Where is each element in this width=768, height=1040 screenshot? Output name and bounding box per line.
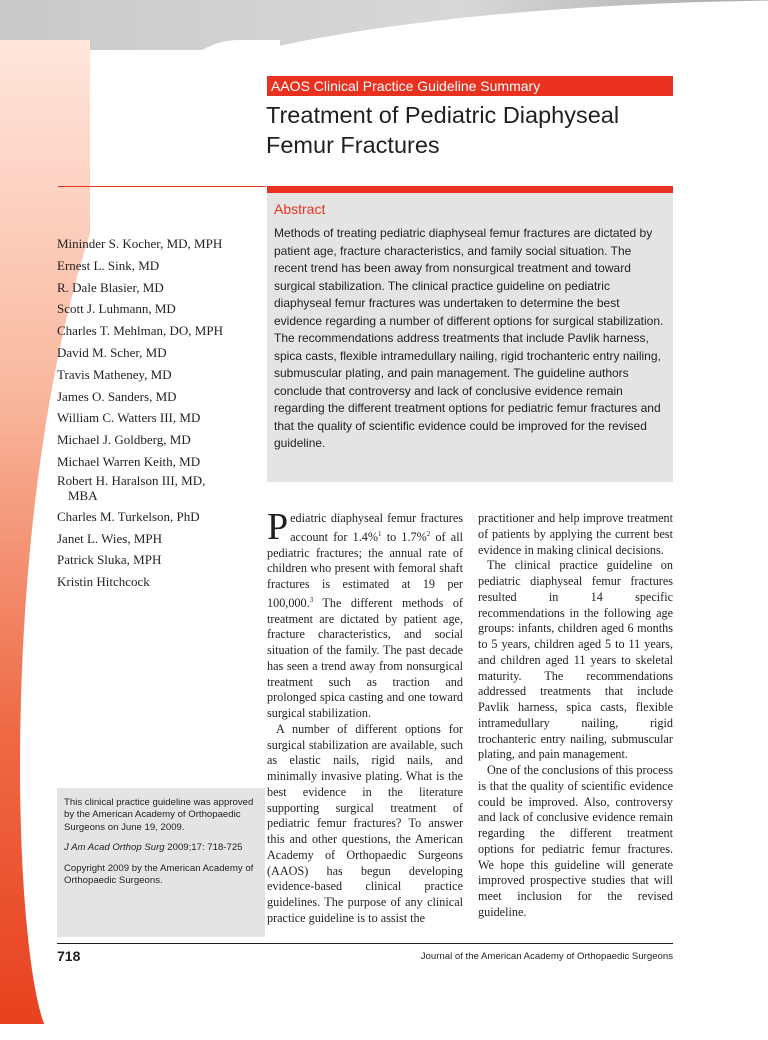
author-name: R. Dale Blasier, MD: [57, 279, 164, 295]
abstract-panel: [267, 193, 673, 482]
approval-note: This clinical practice guideline was approved by the American Academy of Orthopaedic Surgeons on June 19, 2009.: [64, 797, 254, 833]
author-name: Travis Matheney, MD: [57, 366, 172, 382]
page-number: 718: [57, 948, 81, 964]
author-name: David M. Scher, MD: [57, 344, 167, 360]
abstract-top-rule: [267, 186, 673, 193]
author-name: Kristin Hitchcock: [57, 574, 150, 590]
article-title-line: Femur Fractures: [266, 132, 440, 158]
reference-marker: 2: [426, 529, 431, 538]
drop-cap: P: [267, 506, 289, 548]
journal-name: Journal of the American Academy of Orthopaedic Surgeons: [420, 951, 673, 962]
article-title: [266, 100, 706, 160]
abstract-text: Methods of treating pediatric diaphyseal femur fractures are dictated by patient age, fracture characteristics, and family social situation. The recent trend has been away from nonsurgical treatment and toward surgical stabilization. The clinical practice guideline on pediatric diaphyseal femur fractures was undertaken to determine the best evidence regarding a number of different options for surgical stabilization. The recommendations address treatments that include Pavlik harness, spica casts, flexible intramedullary nailing, rigid trochanteric entry nailing, submuscular plating, and pain management. The guideline authors conclude that controversy and lack of conclusive evidence remain regarding the different treatment options for pediatric femur fractures and that the quality of scientific evidence could be improved for the revised guideline.: [274, 226, 664, 450]
citation-volume: 2009;17: 718-725: [164, 842, 243, 854]
footer-rule: [57, 943, 673, 944]
publication-info-box: [57, 788, 265, 937]
body-column-1: [267, 506, 463, 927]
author-name: Janet L. Wies, MPH: [57, 530, 163, 546]
body-text: to 1.7%: [381, 529, 427, 544]
author-list: [57, 233, 257, 593]
series-label: AAOS Clinical Practice Guideline Summary: [267, 76, 673, 96]
body-paragraph: The clinical practice guideline on pediatric diaphyseal femur fractures resulted in 14 specific recommendations in the following age groups: infants, children aged 6 months to 5 years, children aged 5 to 11 years, and children aged 11 years to skeletal maturity. The recommendations addressed treatments that include Pavlik harness, spica casts, flexible intramedullary nailing, rigid trochanteric entry nailing, submuscular plating, and pain management.: [478, 558, 673, 762]
divider-rule: [58, 186, 266, 187]
body-text: The different methods of treatment are dictated by patient age, fracture characteristics, and social situation of the family. The past decade has seen a trend away from nonsurgical treatment such as traction and prolonged spica casting and one toward surgical stabilization.: [267, 595, 463, 721]
citation: [64, 842, 259, 854]
citation-journal: J Am Acad Orthop Surg: [64, 842, 165, 854]
author-name: Charles T. Mehlman, DO, MPH: [57, 323, 223, 339]
body-paragraph-continued: practitioner and help improve treatment of patients by applying the current best evidence in making clinical decisions.: [478, 511, 673, 557]
copyright-note: Copyright 2009 by the American Academy of Orthopaedic Surgeons.: [64, 862, 254, 887]
author-name: James O. Sanders, MD: [57, 388, 177, 404]
abstract-heading: Abstract: [274, 201, 326, 217]
body-paragraph: [267, 506, 463, 722]
body-text: of all pediatric fractures; the annual rate of children who present with femoral shaft fractures is estimated at 19 per 100,000.: [267, 529, 463, 610]
author-name: Mininder S. Kocher, MD, MPH: [57, 236, 223, 251]
author-name: Michael J. Goldberg, MD: [57, 432, 191, 448]
body-paragraph: A number of different options for surgical stabilization are available, such as elastic nails, rigid nails, and minimally invasive plating. What is the best evidence in the literature supporting surgical treatment of pediatric femur fractures? To answer this and other questions, the American Academy of Orthopaedic Surgeons (AAOS) has begun developing evidence-based clinical practice guidelines. The purpose of any clinical practice guideline is to assist the: [267, 721, 463, 925]
reference-marker: 1: [378, 529, 382, 538]
author-name: Charles M. Turkelson, PhD: [57, 508, 200, 524]
body-paragraph: One of the conclusions of this process is that the quality of scientific evidence could be improved. Also, controversy and lack of conclusive evidence remain regarding the different treatment options for pediatric femur fractures. We hope this guideline will generate improved prospective studies that will meet inclusion for the revised guideline.: [478, 763, 673, 919]
author-name: Patrick Sluka, MPH: [57, 552, 162, 568]
author-name-continued: MBA: [68, 487, 98, 503]
article-title-line: Treatment of Pediatric Diaphyseal: [266, 102, 620, 128]
body-column-2: [478, 511, 673, 921]
body-text: ediatric diaphyseal femur fractures account for 1.4%: [290, 511, 463, 544]
author-name: Michael Warren Keith, MD: [57, 453, 201, 469]
author-name: Robert H. Haralson III, MD,: [57, 472, 206, 488]
author-name: William C. Watters III, MD: [57, 410, 201, 426]
author-name: Scott J. Luhmann, MD: [57, 301, 176, 317]
author-name: Ernest L. Sink, MD: [57, 257, 160, 273]
reference-marker: 3: [309, 595, 314, 604]
